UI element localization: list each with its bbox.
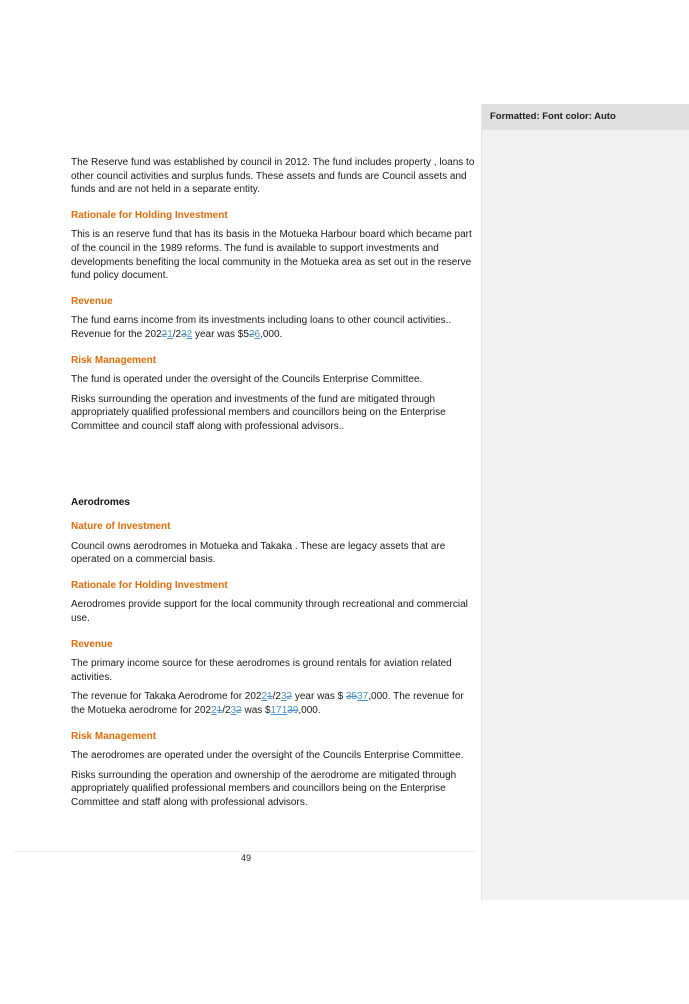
text-run: ,000. [298,705,321,717]
text-run: was $ [241,705,271,717]
tracked-deletion: 2 [248,328,255,340]
aerodromes-rationale-heading: Rationale for Holding Investment [71,579,228,591]
tracked-insertion: 2 [261,691,268,703]
aerodromes-nature-text: Council owns aerodromes in Motueka and Takaka . These are legacy assets that are operated on a commercial basis. [71,540,446,566]
aerodromes-revenue-text2 [71,690,476,717]
tracked-deletion: 2 [161,328,168,340]
tracked-deletion: 1 [267,691,273,703]
comment-balloon[interactable]: Formatted: Font color: Auto [482,104,689,130]
tracked-insertion: 2 [186,328,193,340]
reserve-revenue-line1: The fund earns income from its investments including loans to other council activities.. [71,315,452,327]
reserve-rationale-heading: Rationale for Holding Investment [71,209,228,221]
aerodromes-revenue-text1: The primary income source for these aerodromes is ground rentals for aviation related activities. [71,658,452,683]
tracked-insertion: 2 [211,705,217,717]
text-run: year was $ [292,691,346,703]
tracked-deletion: 39 [287,705,299,717]
aerodromes-revenue-heading: Revenue [71,638,113,650]
page-number: 49 [240,853,251,863]
document-body [71,156,476,810]
tracked-insertion: 171 [270,705,288,717]
text-run: ,000. [260,328,283,340]
text-run: The revenue for Takaka Aerodrome for 202 [71,691,262,703]
text-run: Revenue for the 202 [71,328,162,340]
tracked-deletion: 3 [181,328,187,340]
text-run: year was $5 [192,328,249,340]
aerodromes-risk-text2: Risks surrounding the operation and ownership of the aerodrome are mitigated through appropriately qualified professional members and councillors being on the Enterprise Committee and staff along with professional advisors. [71,769,457,808]
tracked-deletion: 2 [286,691,293,703]
text-run: /2 [272,691,281,703]
tracked-deletion: 2 [236,705,242,717]
aerodromes-rationale-text: Aerodromes provide support for the local community through recreational and commercial use. [71,599,468,625]
tracked-deletion: 35 [346,691,358,703]
aerodromes-heading: Aerodromes [71,496,130,508]
reserve-intro: The Reserve fund was established by council in 2012. The fund includes property , loans to other council activities and surplus funds. These assets and funds are Council assets and funds and are not held in a separate entity. [71,157,475,196]
reserve-revenue-line2 [71,328,476,342]
tracked-insertion: 1 [167,328,173,340]
text-run: ,000. The revenue for the Motueka aerodrome for 202 [71,691,464,717]
text-run: /2 [172,328,182,340]
reserve-risk-text1: The fund is operated under the oversight of the Councils Enterprise Committee. [71,374,423,386]
comments-pane [481,104,689,900]
reserve-revenue-heading: Revenue [71,295,113,307]
aerodromes-risk-text1: The aerodromes are operated under the oversight of the Councils Enterprise Committee. [71,750,464,762]
aerodromes-risk-heading: Risk Management [71,730,157,742]
reserve-rationale-text: This is an reserve fund that has its basis in the Motueka Harbour board which became part of the council in the 1989 reforms. The fund is available to support investments and developments benefiting the local community in the Motueka area as set out in the reserve fund policy document. [71,229,472,282]
tracked-insertion: 3 [230,705,237,717]
tracked-insertion: 6 [254,328,261,340]
tracked-insertion: 3 [280,691,287,703]
reserve-risk-text2: Risks surrounding the operation and investments of the fund are mitigated through appropriately qualified professional members and councillors being on the Enterprise Committee and council staff along with professional advisors.. [71,393,446,432]
reserve-risk-heading: Risk Management [71,354,157,366]
aerodromes-nature-heading: Nature of Investment [71,521,171,533]
tracked-insertion: 37 [357,691,369,703]
tracked-deletion: 1 [216,705,223,717]
text-run: /2 [222,705,231,717]
footer-divider [14,851,476,852]
